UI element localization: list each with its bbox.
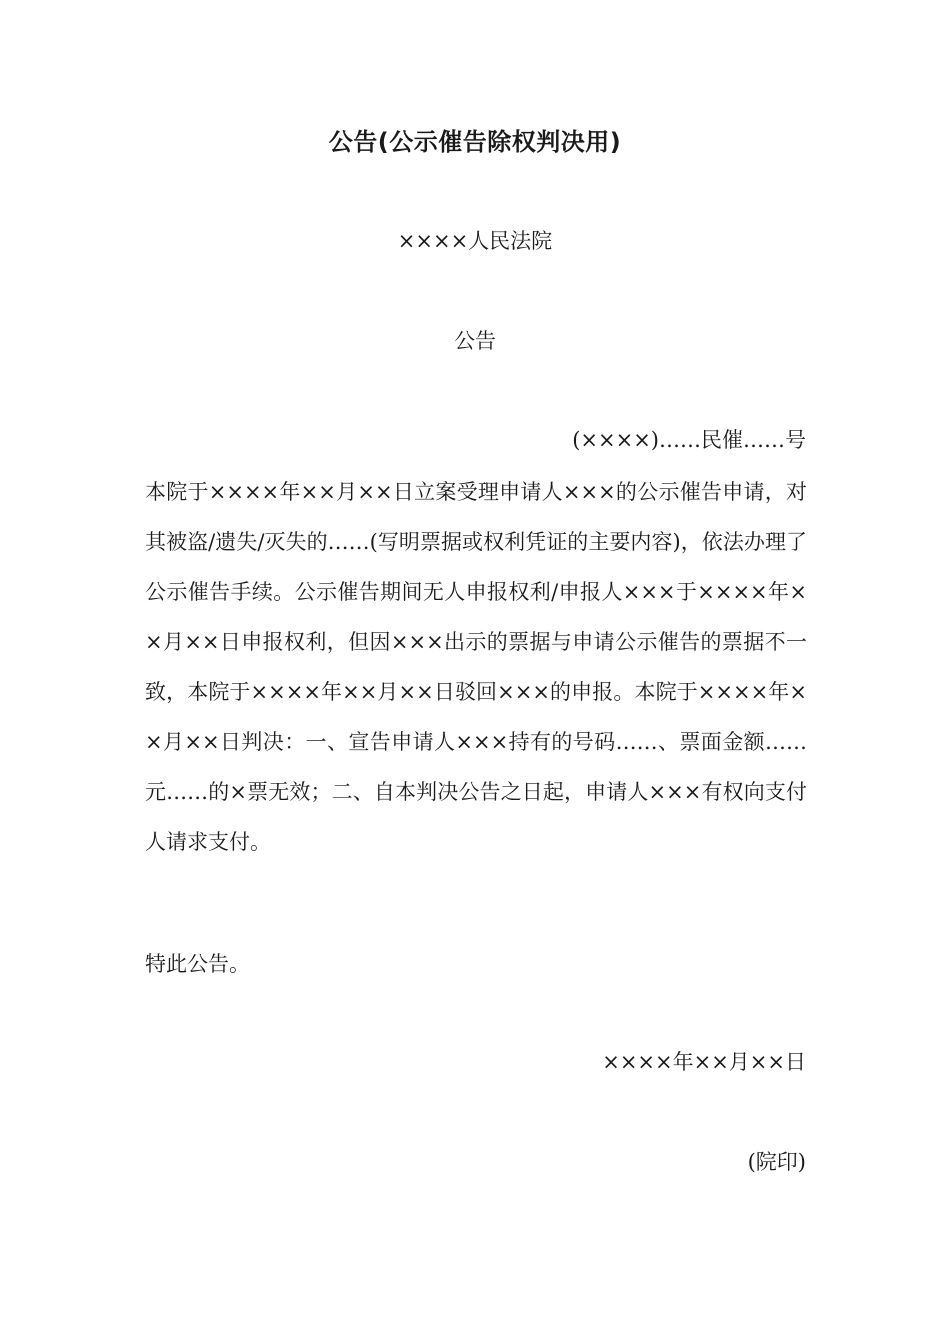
court-name: ××××人民法院 xyxy=(397,229,553,253)
closing-statement: 特此公告。 xyxy=(145,952,250,976)
document-title: 公告(公示催告除权判决用) xyxy=(328,128,622,156)
court-seal-note: (院印) xyxy=(747,1150,806,1174)
notice-heading: 公告 xyxy=(454,329,496,353)
notice-body: 本院于××××年××月××日立案受理申请人×××的公示催告申请，对其被盗/遗失/灭失的……(写明票据或权利凭证的主要内容)，依法办理了公示催告手续。公示催告期间无人申报权利/申报人×××于××××年××月××日申报权利，但因×××出示的票据与申请公示催告的票据不一致，本院于××××年××月××日驳回×××的申报。本院于××××年××月××日判决：一、宣告申请人×××持有的号码……、票面金额……元……的×票无效；二、自本判决公告之日起，申请人×××有权向支付人请求支付。 xyxy=(145,480,807,854)
case-number: (××××)……民催……号 xyxy=(572,428,806,452)
issue-date: ××××年××月××日 xyxy=(602,1050,806,1074)
